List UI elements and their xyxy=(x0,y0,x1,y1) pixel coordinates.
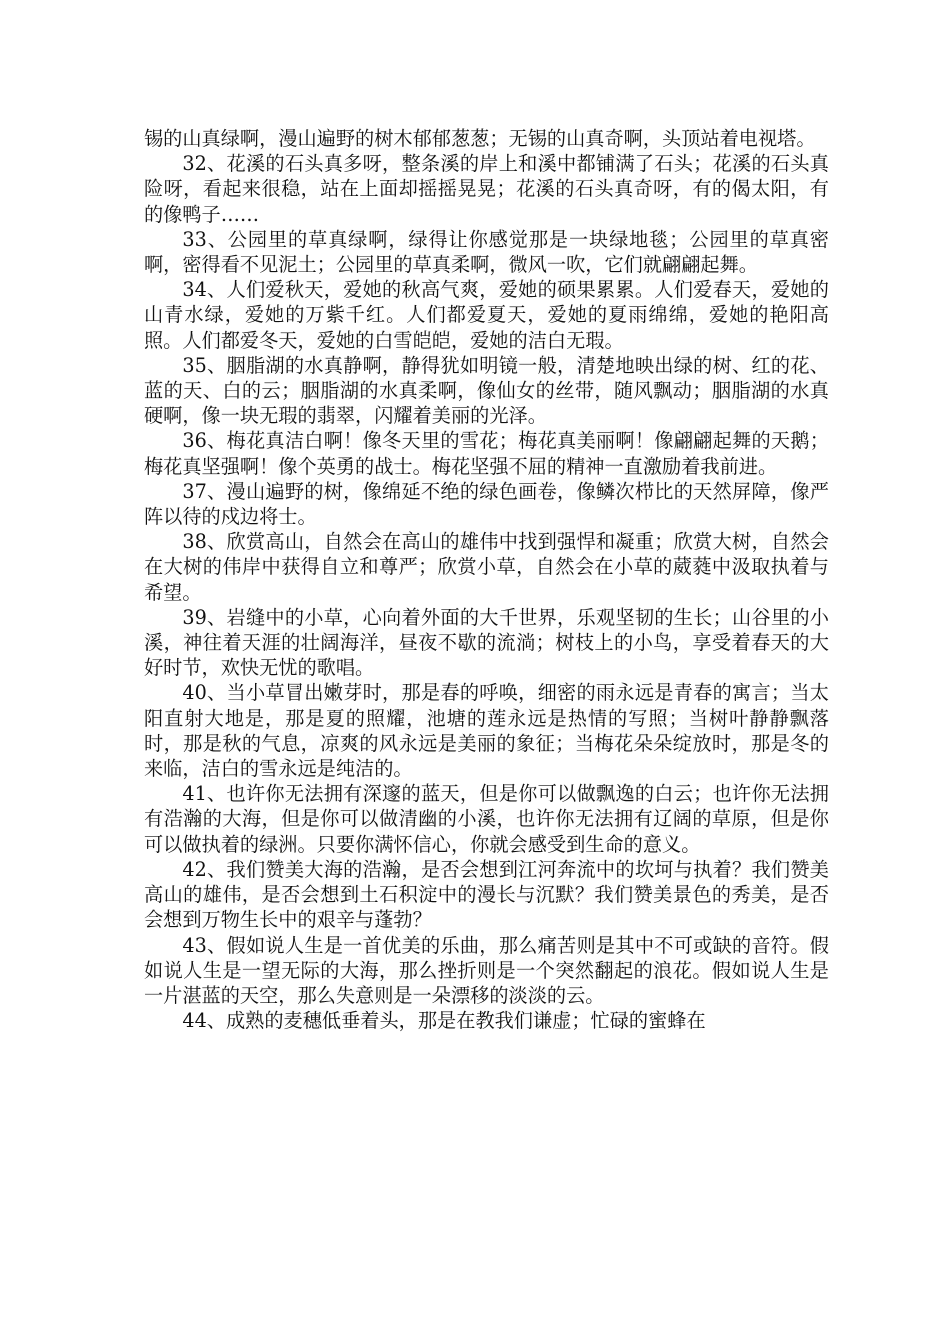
paragraph-32: 32、花溪的石头真多呀，整条溪的岸上和溪中都铺满了石头；花溪的石头真险呀，看起来很稳，站在上面却摇摇晃晃；花溪的石头真奇呀，有的偈太阳，有的像鸭子…… xyxy=(144,152,829,226)
paragraph-36: 36、梅花真洁白啊！像冬天里的雪花；梅花真美丽啊！像翩翩起舞的天鹅；梅花真坚强啊！像个英勇的战士。梅花坚强不屈的精神一直激励着我前进。 xyxy=(144,429,829,478)
paragraph-35: 35、胭脂湖的水真静啊，静得犹如明镜一般，清楚地映出绿的树、红的花、蓝的天、白的云；胭脂湖的水真柔啊，像仙女的丝带，随风飘动；胭脂湖的水真硬啊，像一块无瑕的翡翠，闪耀着美丽的光泽。 xyxy=(144,353,829,428)
paragraph-41: 41、也许你无法拥有深邃的蓝天，但是你可以做飘逸的白云；也许你无法拥有浩瀚的大海，但是你可以做清幽的小溪，也许你无法拥有辽阔的草原，但是你可以做执着的绿洲。只要你满怀信心，你就会感受到生命的意义。 xyxy=(144,782,829,856)
paragraph-38: 38、欣赏高山，自然会在高山的雄伟中找到强悍和凝重；欣赏大树，自然会在大树的伟岸中获得自立和尊严；欣赏小草，自然会在小草的葳蕤中汲取执着与希望。 xyxy=(144,530,829,604)
paragraph-37: 37、漫山遍野的树，像绵延不绝的绿色画卷，像鳞次栉比的天然屏障，像严阵以待的戍边将士。 xyxy=(144,479,829,529)
paragraph-33: 33、公园里的草真绿啊，绿得让你感觉那是一块绿地毯；公园里的草真密啊，密得看不见泥土；公园里的草真柔啊，微风一吹，它们就翩翩起舞。 xyxy=(144,227,829,277)
paragraph-44: 44、成熟的麦穗低垂着头，那是在教我们谦虚；忙碌的蜜蜂在 xyxy=(182,1009,706,1033)
paragraph-39: 39、岩缝中的小草，心向着外面的大千世界，乐观坚韧的生长；山谷里的小溪，神往着天涯的壮阔海洋，昼夜不歇的流淌；树枝上的小鸟，享受着春天的大好时节，欢快无忧的歌唱。 xyxy=(144,605,829,680)
paragraph-43: 43、假如说人生是一首优美的乐曲，那么痛苦则是其中不可或缺的音符。假如说人生是一望无际的大海，那么挫折则是一个突然翻起的浪花。假如说人生是一片湛蓝的天空，那么失意则是一朵漂移的淡淡的云。 xyxy=(144,933,829,1007)
paragraph-continued: 锡的山真绿啊，漫山遍野的树木郁郁葱葱；无锡的山真奇啊，头顶站着电视塔。 xyxy=(144,127,816,150)
paragraph-42: 42、我们赞美大海的浩瀚，是否会想到江河奔流中的坎坷与执着？我们赞美高山的雄伟，是否会想到土石积淀中的漫长与沉默？我们赞美景色的秀美，是否会想到万物生长中的艰辛与蓬勃？ xyxy=(144,857,829,932)
paragraph-40: 40、当小草冒出嫩芽时，那是春的呼唤，细密的雨永远是青春的寓言；当太阳直射大地是，那是夏的照耀，池塘的莲永远是热情的写照；当树叶静静飘落时，那是秋的气息，凉爽的风永远是美丽的象征；当梅花朵朵绽放时，那是冬的来临，洁白的雪永远是纯洁的。 xyxy=(144,681,829,781)
paragraph-34: 34、人们爱秋天，爱她的秋高气爽，爱她的硕果累累。人们爱春天，爱她的山青水绿，爱她的万紫千红。人们都爱夏天，爱她的夏雨绵绵，爱她的艳阳高照。人们都爱冬天，爱她的白雪皑皑，爱她的洁白无瑕。 xyxy=(144,278,829,352)
document-page xyxy=(144,126,829,1033)
